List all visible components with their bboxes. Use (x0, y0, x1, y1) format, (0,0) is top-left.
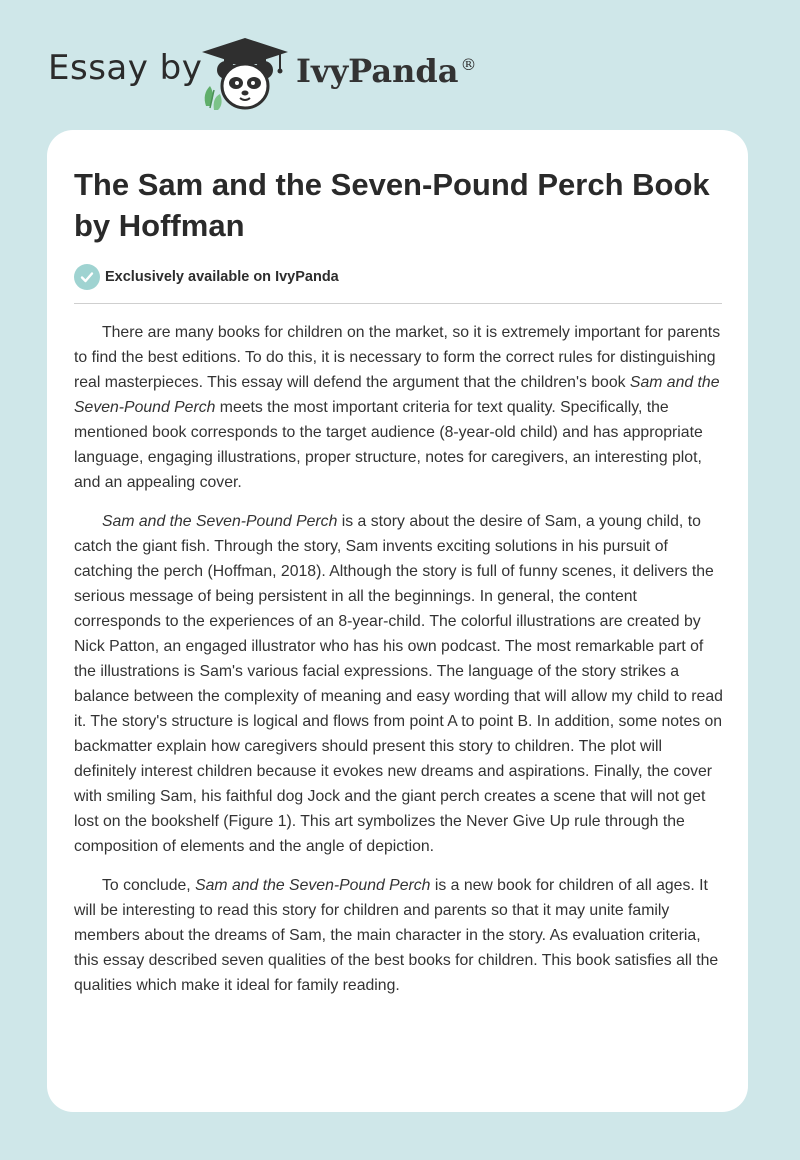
essay-by-label: Essay by (48, 48, 203, 88)
brand-name[interactable]: IvyPanda ® (296, 52, 477, 90)
exclusive-badge-text: Exclusively available on IvyPanda (105, 269, 339, 285)
essay-card (47, 130, 748, 1112)
page-title: The Sam and the Seven-Pound Perch Book by Hoffman (74, 167, 710, 243)
exclusive-badge (74, 264, 339, 290)
paragraph: Sam and the Seven-Pound Perch is a story about the desire of Sam, a young child, to catch the giant fish. Through the story, Sam invents exciting solutions in his pursuit of catching the perch (Hoffman, 2018). Although the story is full of funny scenes, it delivers the serious message of being persistent in all the beginnings. In general, the content corresponds to the experiences of an 8-year-child. The colorful illustrations are created by Nick Patton, an engaged illustrator who has his own podcast. The most remarkable part of the illustrations is Sam's various facial expressions. The language of the story strikes a balance between the complexity of meaning and easy wording that will allow my child to read it. The story's structure is logical and flows from point A to point B. In addition, some notes on backmatter explain how caregivers should present this story to children. The plot will definitely interest children because it evokes new dreams and aspirations. Finally, the cover with smiling Sam, his faithful dog Jock and the giant perch creates a scene that will not get lost on the bookshelf (Figure 1). This art symbolizes the Never Give Up rule through the composition of elements and the angle of depiction. (74, 513, 723, 855)
essay-body (74, 320, 724, 1012)
paragraph: To conclude, Sam and the Seven-Pound Perch is a new book for children of all ages. It will be interesting to read this story for children and parents so that it may unite family members about the dreams of Sam, the main character in the story. As evaluation criteria, this essay described seven qualities of the best books for children. This book satisfies all the qualities which make it ideal for family reading. (74, 877, 719, 994)
site-header (0, 0, 800, 130)
divider (74, 303, 722, 304)
paragraph: There are many books for children on the market, so it is extremely important for parents to find the best editions. To do this, it is necessary to form the correct rules for distinguishing real masterpieces. This essay will defend the argument that the children's book Sam and the Seven-Pound Perch meets the most important criteria for text quality. Specifically, the mentioned book corresponds to the target audience (8-year-old child) and has appropriate language, engaging illustrations, proper structure, notes for caregivers, an interesting plot, and an appealing cover. (74, 324, 721, 491)
check-icon (74, 264, 100, 290)
panda-graduate-icon[interactable] (200, 36, 290, 112)
